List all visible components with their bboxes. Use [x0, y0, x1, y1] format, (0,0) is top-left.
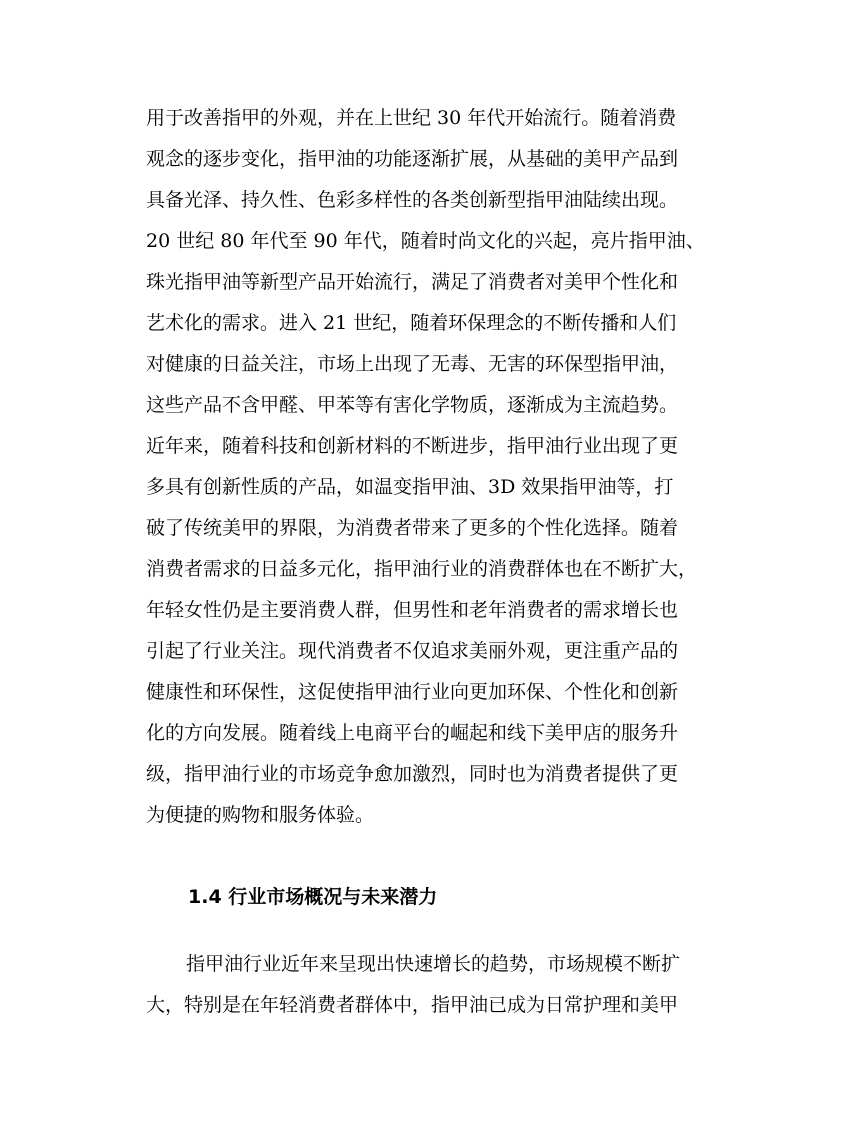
section-heading: 1.4 行业市场概况与未来潜力 [188, 886, 438, 908]
paragraph-line: 近年来，随着科技和创新材料的不断进步，指甲油行业出现了更 [146, 435, 679, 457]
paragraph-line: 具备光泽、持久性、色彩多样性的各类创新型指甲油陆续出现。 [146, 189, 679, 211]
paragraph-line: 指甲油行业近年来呈现出快速增长的趋势，市场规模不断扩 [186, 953, 681, 975]
paragraph-line: 20 世纪 80 年代至 90 年代，随着时尚文化的兴起，亮片指甲油、 [146, 230, 705, 252]
paragraph-line: 为便捷的购物和服务体验。 [146, 804, 375, 826]
paragraph-line: 年轻女性仍是主要消费人群，但男性和老年消费者的需求增长也 [146, 599, 679, 621]
paragraph-line: 健康性和环保性，这促使指甲油行业向更加环保、个性化和创新 [146, 681, 679, 703]
paragraph-line: 艺术化的需求。进入 21 世纪，随着环保理念的不断传播和人们 [146, 312, 677, 334]
paragraph-line: 这些产品不含甲醛、甲苯等有害化学物质，逐渐成为主流趋势。 [146, 394, 679, 416]
paragraph-line: 多具有创新性质的产品，如温变指甲油、3D 效果指甲油等，打 [146, 476, 674, 498]
paragraph-line: 破了传统美甲的界限，为消费者带来了更多的个性化选择。随着 [146, 517, 679, 539]
paragraph-line: 化的方向发展。随着线上电商平台的崛起和线下美甲店的服务升 [146, 722, 679, 744]
paragraph-line: 大，特别是在年轻消费者群体中，指甲油已成为日常护理和美甲 [146, 994, 679, 1016]
paragraph-line: 消费者需求的日益多元化，指甲油行业的消费群体也在不断扩大， [146, 558, 698, 580]
paragraph-line: 对健康的日益关注，市场上出现了无毒、无害的环保型指甲油， [146, 353, 679, 375]
paragraph-line: 珠光指甲油等新型产品开始流行，满足了消费者对美甲个性化和 [146, 271, 679, 293]
paragraph-line: 观念的逐步变化，指甲油的功能逐渐扩展，从基础的美甲产品到 [146, 148, 679, 170]
paragraph-line: 用于改善指甲的外观，并在上世纪 30 年代开始流行。随着消费 [146, 107, 677, 129]
paragraph-line: 级，指甲油行业的市场竞争愈加激烈，同时也为消费者提供了更 [146, 763, 679, 785]
paragraph-line: 引起了行业关注。现代消费者不仅追求美丽外观，更注重产品的 [146, 640, 679, 662]
